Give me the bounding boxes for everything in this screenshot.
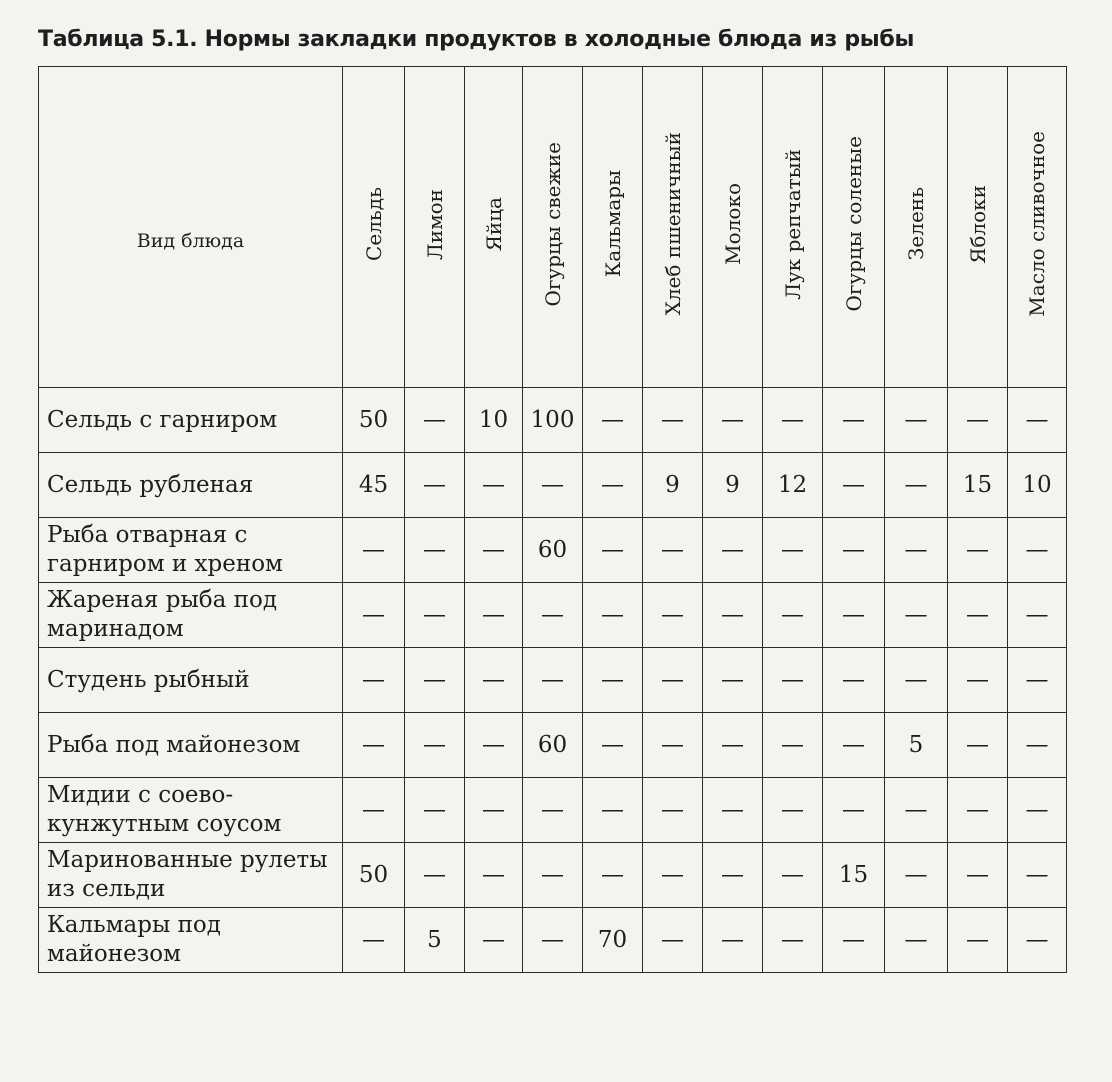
value-cell: —: [703, 388, 763, 453]
value-cell: —: [465, 713, 523, 778]
dish-name-cell: Маринованные рулеты из сельди: [39, 843, 343, 908]
value-cell: —: [343, 583, 405, 648]
value-cell: 60: [523, 518, 583, 583]
column-header: Хлеб пшеничный: [643, 67, 703, 388]
value-cell: —: [703, 713, 763, 778]
value-cell: —: [405, 518, 465, 583]
value-cell: —: [948, 908, 1008, 973]
column-header: Масло сливочное: [1008, 67, 1067, 388]
column-header: Яйца: [465, 67, 523, 388]
value-cell: —: [703, 843, 763, 908]
value-cell: —: [583, 453, 643, 518]
value-cell: —: [885, 518, 948, 583]
table-row: [39, 518, 1067, 583]
value-cell: —: [1008, 648, 1067, 713]
dish-name-cell: Кальмары под майонезом: [39, 908, 343, 973]
dish-name-cell: Жареная рыба под маринадом: [39, 583, 343, 648]
page-title: Таблица 5.1. Нормы закладки продуктов в холодные блюда из рыбы: [38, 27, 915, 52]
table-row: [39, 778, 1067, 843]
value-cell: —: [405, 778, 465, 843]
value-cell: —: [405, 388, 465, 453]
value-cell: —: [523, 908, 583, 973]
value-cell: —: [823, 518, 885, 583]
value-cell: —: [465, 583, 523, 648]
value-cell: —: [405, 453, 465, 518]
value-cell: —: [823, 778, 885, 843]
value-cell: —: [343, 518, 405, 583]
value-cell: 100: [523, 388, 583, 453]
value-cell: 10: [465, 388, 523, 453]
value-cell: —: [1008, 908, 1067, 973]
column-header: Молоко: [703, 67, 763, 388]
value-cell: —: [465, 908, 523, 973]
column-header: Зелень: [885, 67, 948, 388]
value-cell: —: [583, 648, 643, 713]
value-cell: —: [583, 518, 643, 583]
column-header: Лимон: [405, 67, 465, 388]
column-header: Кальмары: [583, 67, 643, 388]
value-cell: —: [763, 778, 823, 843]
value-cell: —: [948, 388, 1008, 453]
value-cell: 10: [1008, 453, 1067, 518]
value-cell: —: [405, 713, 465, 778]
column-header: Лук репчатый: [763, 67, 823, 388]
table-row: [39, 388, 1067, 453]
value-cell: —: [948, 518, 1008, 583]
table-row: [39, 648, 1067, 713]
value-cell: —: [343, 713, 405, 778]
value-cell: —: [343, 778, 405, 843]
value-cell: —: [643, 388, 703, 453]
value-cell: —: [523, 778, 583, 843]
table-header-row: [39, 67, 1067, 388]
value-cell: —: [405, 648, 465, 713]
value-cell: —: [885, 648, 948, 713]
value-cell: 15: [948, 453, 1008, 518]
value-cell: —: [763, 583, 823, 648]
table-row: [39, 713, 1067, 778]
value-cell: —: [583, 583, 643, 648]
value-cell: —: [523, 583, 583, 648]
value-cell: —: [885, 908, 948, 973]
value-cell: —: [763, 713, 823, 778]
value-cell: —: [763, 648, 823, 713]
value-cell: 9: [703, 453, 763, 518]
value-cell: —: [465, 518, 523, 583]
value-cell: —: [643, 648, 703, 713]
value-cell: —: [643, 518, 703, 583]
value-cell: —: [823, 453, 885, 518]
value-cell: —: [703, 778, 763, 843]
value-cell: —: [703, 648, 763, 713]
column-header: Огурцы соленые: [823, 67, 885, 388]
value-cell: —: [583, 713, 643, 778]
dish-name-cell: Рыба под майонезом: [39, 713, 343, 778]
value-cell: —: [523, 648, 583, 713]
value-cell: 50: [343, 843, 405, 908]
value-cell: —: [703, 518, 763, 583]
value-cell: —: [823, 583, 885, 648]
value-cell: —: [763, 518, 823, 583]
value-cell: —: [1008, 778, 1067, 843]
dish-name-cell: Сельдь с гарниром: [39, 388, 343, 453]
column-header: Огурцы свежие: [523, 67, 583, 388]
value-cell: 5: [885, 713, 948, 778]
value-cell: —: [583, 843, 643, 908]
value-cell: —: [583, 388, 643, 453]
value-cell: —: [343, 908, 405, 973]
dish-column-header: Вид блюда: [39, 67, 343, 388]
value-cell: —: [948, 843, 1008, 908]
value-cell: —: [763, 908, 823, 973]
value-cell: —: [823, 908, 885, 973]
value-cell: —: [1008, 518, 1067, 583]
value-cell: —: [823, 648, 885, 713]
value-cell: —: [465, 453, 523, 518]
table-row: [39, 583, 1067, 648]
value-cell: —: [885, 388, 948, 453]
value-cell: —: [948, 648, 1008, 713]
value-cell: —: [643, 583, 703, 648]
value-cell: —: [465, 778, 523, 843]
value-cell: —: [823, 388, 885, 453]
table-row: [39, 908, 1067, 973]
value-cell: —: [885, 583, 948, 648]
value-cell: —: [343, 648, 405, 713]
value-cell: 60: [523, 713, 583, 778]
dish-name-cell: Студень рыбный: [39, 648, 343, 713]
table-row: [39, 843, 1067, 908]
dish-name-cell: Сельдь рубленая: [39, 453, 343, 518]
value-cell: —: [885, 778, 948, 843]
value-cell: —: [643, 843, 703, 908]
value-cell: 70: [583, 908, 643, 973]
value-cell: —: [1008, 843, 1067, 908]
value-cell: 45: [343, 453, 405, 518]
value-cell: —: [763, 388, 823, 453]
value-cell: —: [1008, 583, 1067, 648]
value-cell: 9: [643, 453, 703, 518]
value-cell: —: [523, 453, 583, 518]
value-cell: —: [583, 778, 643, 843]
norms-table: [38, 66, 1067, 973]
value-cell: 12: [763, 453, 823, 518]
value-cell: —: [948, 583, 1008, 648]
value-cell: —: [763, 843, 823, 908]
value-cell: —: [1008, 388, 1067, 453]
value-cell: —: [823, 713, 885, 778]
value-cell: —: [405, 843, 465, 908]
value-cell: —: [948, 778, 1008, 843]
dish-name-cell: Рыба отварная с гарниром и хреном: [39, 518, 343, 583]
value-cell: —: [885, 843, 948, 908]
column-header: Яблоки: [948, 67, 1008, 388]
value-cell: —: [703, 583, 763, 648]
value-cell: —: [643, 713, 703, 778]
dish-name-cell: Мидии с соево-кунжутным соусом: [39, 778, 343, 843]
value-cell: —: [523, 843, 583, 908]
value-cell: —: [1008, 713, 1067, 778]
value-cell: —: [465, 648, 523, 713]
column-header: Сельдь: [343, 67, 405, 388]
value-cell: 15: [823, 843, 885, 908]
value-cell: —: [703, 908, 763, 973]
value-cell: —: [405, 583, 465, 648]
value-cell: 50: [343, 388, 405, 453]
value-cell: —: [948, 713, 1008, 778]
table-row: [39, 453, 1067, 518]
value-cell: —: [885, 453, 948, 518]
value-cell: —: [465, 843, 523, 908]
value-cell: 5: [405, 908, 465, 973]
value-cell: —: [643, 908, 703, 973]
value-cell: —: [643, 778, 703, 843]
